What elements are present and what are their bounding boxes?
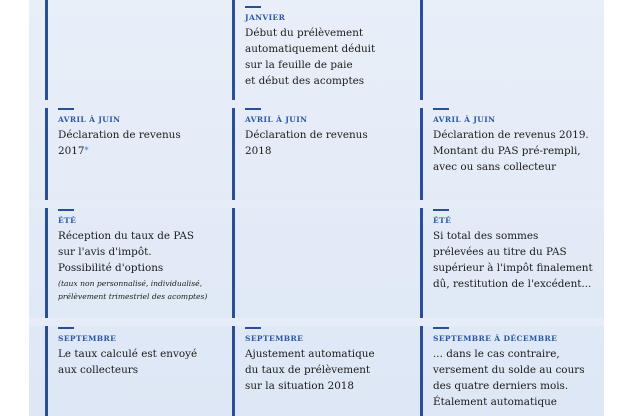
cell-tick (58, 108, 74, 110)
cell-tick (58, 209, 74, 211)
row-separator (29, 200, 604, 208)
timeline-cell-avril-juin-2018 (245, 108, 417, 159)
timeline-cell-avril-juin-2019 (433, 108, 604, 175)
cell-tick (58, 327, 74, 329)
cell-heading: ÉTÉ (433, 216, 452, 225)
cell-text: Début du prélèvement automatiquement déduit sur la feuille de paie et début des acomptes (245, 27, 376, 87)
cell-text: Si total des sommes prélevées au titre du PAS supérieur à l'impôt finalement dû, restitution de l'excédent... (433, 230, 593, 290)
row-separator (29, 318, 604, 326)
timeline-cell-avril-juin-2017 (58, 108, 230, 159)
timeline-cell-septembre-envoi (58, 327, 230, 378)
cell-heading: AVRIL À JUIN (58, 115, 121, 124)
cell-heading: AVRIL À JUIN (245, 115, 308, 124)
cell-heading: SEPTEMBRE (58, 334, 117, 343)
cell-heading: ÉTÉ (58, 216, 77, 225)
column-line-2 (232, 0, 235, 416)
cell-text (58, 127, 230, 159)
cell-text-content: Déclaration de revenus 2017 (58, 129, 181, 157)
column-line-1 (45, 0, 48, 416)
cell-note: (taux non personnalisé, individualisé, prélèvement trimestriel des acomptes) (58, 279, 208, 301)
cell-text: Déclaration de revenus 2019. Montant du PAS pré-rempli, avec ou sans collecteur (433, 129, 589, 173)
cell-text: ... dans le cas contraire, versement du solde au cours des quatre derniers mois. Étalement automatique (433, 348, 585, 408)
cell-tick (433, 327, 449, 329)
timeline-cell-septembre-ajustement (245, 327, 417, 394)
cell-heading: AVRIL À JUIN (433, 115, 496, 124)
column-line-3 (420, 0, 423, 416)
cell-tick (245, 327, 261, 329)
cell-heading: SEPTEMBRE (245, 334, 304, 343)
timeline-cell-janvier (245, 6, 417, 89)
timeline-cell-septembre-decembre (433, 327, 604, 410)
timeline-panel (29, 0, 604, 416)
cell-tick (245, 6, 261, 8)
timeline-cell-ete-reception (58, 209, 230, 303)
cell-heading: JANVIER (245, 13, 286, 22)
footnote-marker: * (84, 146, 89, 155)
cell-tick (433, 209, 449, 211)
timeline-cell-ete-restitution (433, 209, 604, 292)
cell-tick (433, 108, 449, 110)
cell-text: Réception du taux de PAS sur l'avis d'impôt. Possibilité d'options (58, 230, 194, 274)
cell-text: Déclaration de revenus 2018 (245, 129, 368, 157)
cell-text: Ajustement automatique du taux de prélèvement sur la situation 2018 (245, 348, 375, 392)
row-separator (29, 100, 604, 108)
cell-text: Le taux calculé est envoyé aux collecteurs (58, 348, 198, 376)
cell-heading: SEPTEMBRE À DÉCEMBRE (433, 334, 558, 343)
cell-tick (245, 108, 261, 110)
